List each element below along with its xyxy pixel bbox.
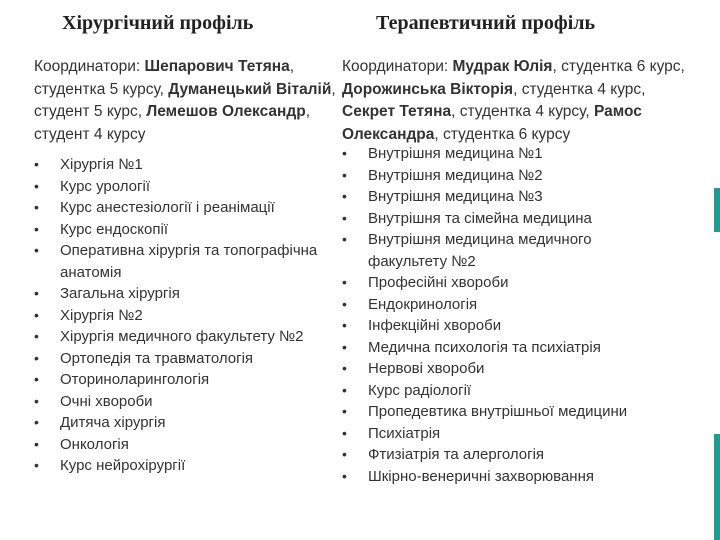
bullet-icon: • — [342, 145, 347, 161]
bullet-icon: • — [34, 457, 39, 473]
coordinator-detail: , студентка 6 курсу — [434, 125, 571, 143]
course-item — [34, 348, 334, 370]
course-label: Внутрішня медицина №3 — [368, 188, 543, 205]
bullet-icon: • — [342, 403, 347, 419]
course-label: Нервові хвороби — [368, 360, 485, 377]
therapeutic-course-list — [342, 143, 672, 487]
course-label: Оперативна хірургія та топографічна анатомія — [60, 242, 318, 281]
surgical-course-list — [34, 154, 334, 477]
course-label: Пропедевтика внутрішньої медицини — [368, 403, 628, 420]
bullet-icon: • — [342, 424, 347, 441]
bullet-icon: • — [342, 381, 347, 398]
course-label: Курс ендоскопії — [60, 220, 168, 238]
course-label: Фтизіатрія та алергологія — [368, 446, 545, 463]
coordinator-name: Дорожинська Вікторія — [342, 80, 514, 98]
coordinator-name: Мудрак Юлія — [452, 58, 553, 75]
bullet-icon: • — [342, 295, 347, 312]
bullet-icon: • — [34, 328, 39, 344]
course-label: Дитяча хірургія — [60, 414, 166, 431]
bullet-icon: • — [342, 188, 347, 204]
bullet-icon: • — [342, 338, 347, 355]
course-item — [34, 219, 334, 241]
course-item — [34, 305, 334, 327]
course-item — [342, 186, 672, 208]
bullet-icon: • — [34, 177, 39, 194]
coordinator-detail: , студентка 6 курс, — [552, 58, 685, 75]
coordinator-name: Секрет Тетяна — [342, 103, 452, 120]
course-item — [342, 444, 672, 466]
course-item — [34, 412, 334, 434]
course-label: Інфекційні хвороби — [368, 317, 502, 334]
course-label: Курс радіології — [368, 381, 472, 399]
course-item — [34, 283, 334, 305]
course-label: Курс урології — [60, 177, 150, 195]
course-item — [342, 423, 672, 445]
coordinator-detail: , студентка 5 курсу, — [34, 58, 295, 98]
coordinator-name: Шепарович Тетяна — [144, 58, 290, 75]
course-label: Професійні хвороби — [368, 274, 509, 291]
bullet-icon: • — [34, 156, 39, 172]
accent-bar-bottom — [714, 434, 720, 540]
course-item — [342, 143, 672, 165]
coordinator-detail: , студентка 4 курсу, — [451, 103, 594, 120]
coordinator-detail: , студент 5 курс, — [34, 80, 336, 120]
course-label: Внутрішня медицина медичного факультету №2 — [368, 231, 592, 270]
bullet-icon: • — [342, 446, 347, 462]
bullet-icon: • — [34, 371, 39, 387]
coordinators-label: Координатори: — [342, 58, 453, 75]
bullet-icon: • — [34, 199, 39, 215]
course-label: Хірургія медичного факультету №2 — [60, 328, 304, 345]
course-item — [342, 358, 672, 380]
course-item — [34, 455, 334, 477]
course-label: Ендокринологія — [368, 295, 478, 313]
course-item — [342, 272, 672, 294]
course-item — [342, 315, 672, 337]
bullet-icon: • — [34, 435, 39, 452]
therapeutic-profile-heading: Терапевтичний профіль — [376, 12, 596, 34]
bullet-icon: • — [342, 274, 347, 290]
surgical-coordinators — [34, 56, 344, 146]
course-item — [342, 337, 672, 359]
course-item — [34, 176, 334, 198]
coordinator-detail: , студент 4 курсу — [34, 103, 311, 143]
bullet-icon: • — [34, 392, 39, 409]
course-item — [34, 391, 334, 413]
coordinator-name: Лемешов Олександр — [146, 103, 306, 120]
course-item — [342, 380, 672, 402]
bullet-icon: • — [34, 220, 39, 237]
coordinator-detail: , студентка 4 курс, — [513, 80, 646, 98]
course-item — [342, 466, 672, 488]
course-item — [34, 154, 334, 176]
bullet-icon: • — [342, 360, 347, 376]
course-item — [34, 240, 334, 283]
bullet-icon: • — [34, 285, 39, 301]
coordinator-name: Думанецький Віталій — [168, 80, 332, 98]
course-label: Ортопедія та травматологія — [60, 349, 254, 367]
bullet-icon: • — [342, 317, 347, 333]
bullet-icon: • — [342, 467, 347, 484]
course-item — [342, 401, 672, 423]
bullet-icon: • — [342, 231, 347, 247]
course-label: Медична психологія та психіатрія — [368, 338, 601, 356]
course-label: Онкологія — [60, 435, 129, 453]
course-label: Хірургія №1 — [60, 156, 143, 173]
course-label: Оториноларингологія — [60, 371, 210, 388]
bullet-icon: • — [34, 349, 39, 366]
bullet-icon: • — [34, 242, 39, 258]
course-label: Хірургія №2 — [60, 306, 143, 324]
bullet-icon: • — [34, 414, 39, 430]
course-item — [342, 294, 672, 316]
course-label: Психіатрія — [368, 424, 441, 442]
course-label: Курс анестезіології і реанімації — [60, 199, 275, 216]
course-label: Загальна хірургія — [60, 285, 180, 302]
coordinators-label: Координатори: — [34, 58, 145, 75]
course-item — [342, 208, 672, 230]
course-label: Внутрішня медицина №2 — [368, 166, 543, 184]
bullet-icon: • — [342, 166, 347, 183]
course-item — [34, 326, 334, 348]
course-label: Курс нейрохірургії — [60, 457, 186, 474]
course-item — [342, 229, 672, 272]
accent-bar-top — [714, 188, 720, 232]
course-item — [342, 165, 672, 187]
bullet-icon: • — [342, 209, 347, 226]
bullet-icon: • — [34, 306, 39, 323]
course-item — [34, 434, 334, 456]
course-label: Внутрішня медицина №1 — [368, 145, 543, 162]
therapeutic-coordinators — [342, 56, 692, 146]
course-label: Очні хвороби — [60, 392, 153, 410]
coordinator-name: Рамос Олександра — [342, 103, 642, 143]
course-item — [34, 369, 334, 391]
surgical-profile-heading: Хірургічний профіль — [62, 12, 254, 34]
course-label: Шкірно-венеричні захворювання — [368, 467, 594, 485]
course-label: Внутрішня та сімейна медицина — [368, 209, 592, 227]
course-item — [34, 197, 334, 219]
